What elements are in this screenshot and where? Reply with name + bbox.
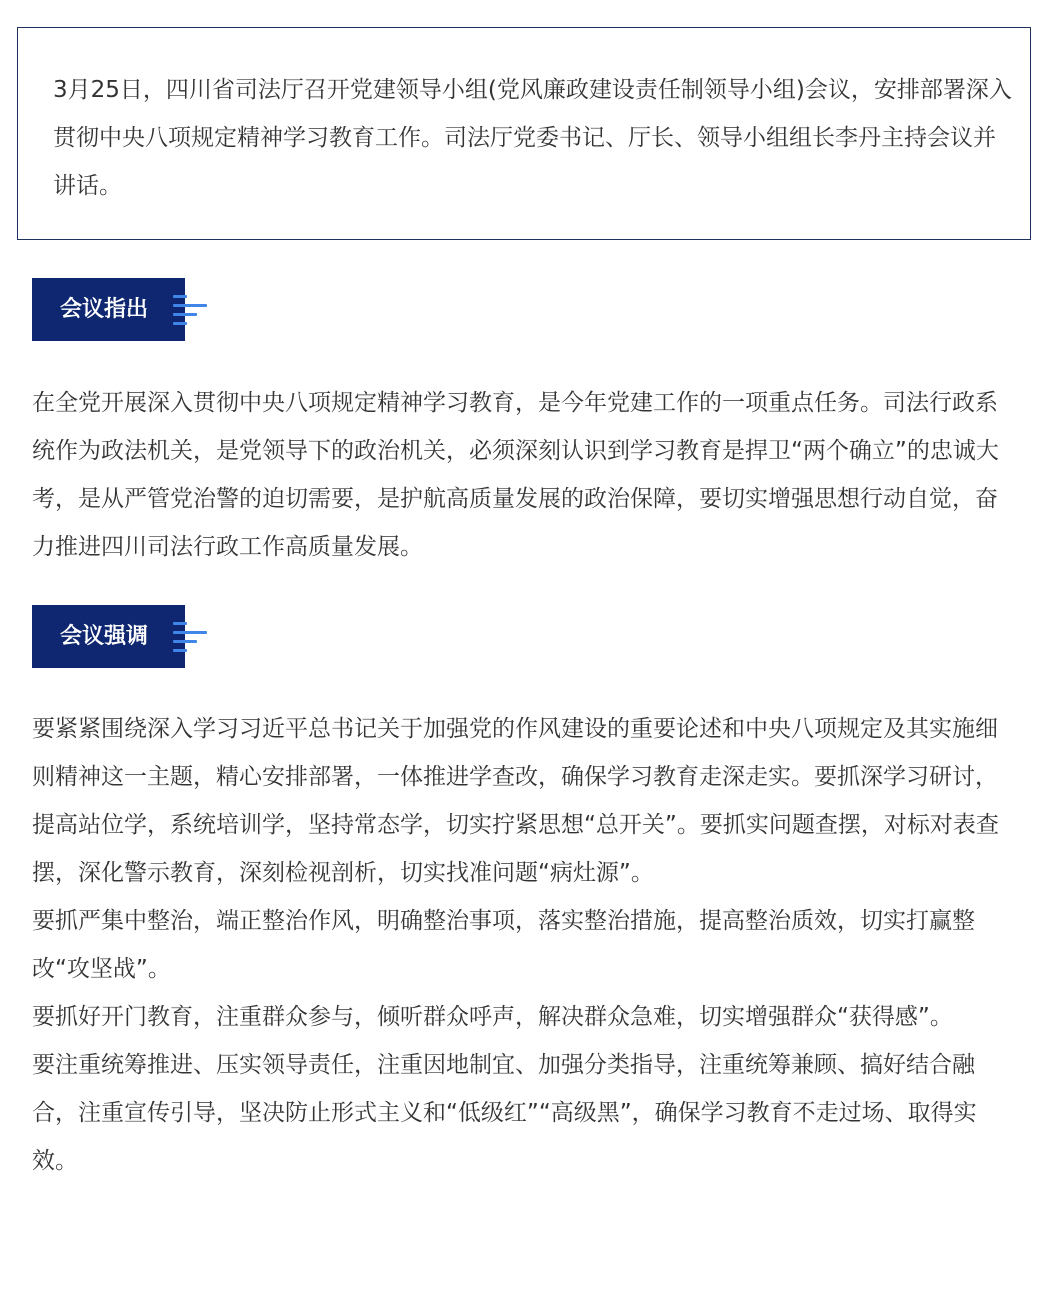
- section2-paragraph-3: 要抓好开门教育，注重群众参与，倾听群众呼声，解决群众急难，切实增强群众“获得感”。: [32, 1004, 953, 1030]
- section2-paragraph-2: 要抓严集中整治，端正整治作风，明确整治事项，落实整治措施，提高整治质效，切实打赢整改“攻坚战”。: [32, 908, 975, 982]
- section2-paragraph-4: 要注重统筹推进、压实领导责任，注重因地制宜、加强分类指导，注重统筹兼顾、搞好结合融合，注重宣传引导，坚决防止形式主义和“低级红”“高级黑”，确保学习教育不走过场、取得实效。: [32, 1052, 977, 1174]
- section-title: 会议指出: [60, 297, 149, 322]
- lines-icon: [173, 295, 209, 325]
- section-header-meeting-pointed-out: [32, 278, 185, 341]
- section1-paragraph: 在全党开展深入贯彻中央八项规定精神学习教育，是今年党建工作的一项重点任务。司法行政系统作为政法机关，是党领导下的政治机关，必须深刻认识到学习教育是捍卫“两个确立”的忠诚大考，是从严管党治警的迫切需要，是护航高质量发展的政治保障，要切实增强思想行动自觉，奋力推进四川司法行政工作高质量发展。: [32, 390, 999, 560]
- lines-icon: [173, 622, 209, 652]
- section2-body: [32, 705, 1017, 1185]
- section-header-meeting-emphasized: [32, 605, 185, 668]
- intro-paragraph: 3月25日，四川省司法厅召开党建领导小组(党风廉政建设责任制领导小组)会议，安排部署深入贯彻中央八项规定精神学习教育工作。司法厅党委书记、厅长、领导小组组长李丹主持会议并讲话。: [53, 77, 1012, 199]
- section2-paragraph-1: 要紧紧围绕深入学习习近平总书记关于加强党的作风建设的重要论述和中央八项规定及其实施细则精神这一主题，精心安排部署，一体推进学查改，确保学习教育走深走实。要抓深学习研讨，提高站位学，系统培训学，坚持常态学，切实拧紧思想“总开关”。要抓实问题查摆，对标对表查摆，深化警示教育，深刻检视剖析，切实找准问题“病灶源”。: [32, 716, 999, 886]
- intro-box: [17, 27, 1031, 240]
- section-title: 会议强调: [60, 624, 149, 649]
